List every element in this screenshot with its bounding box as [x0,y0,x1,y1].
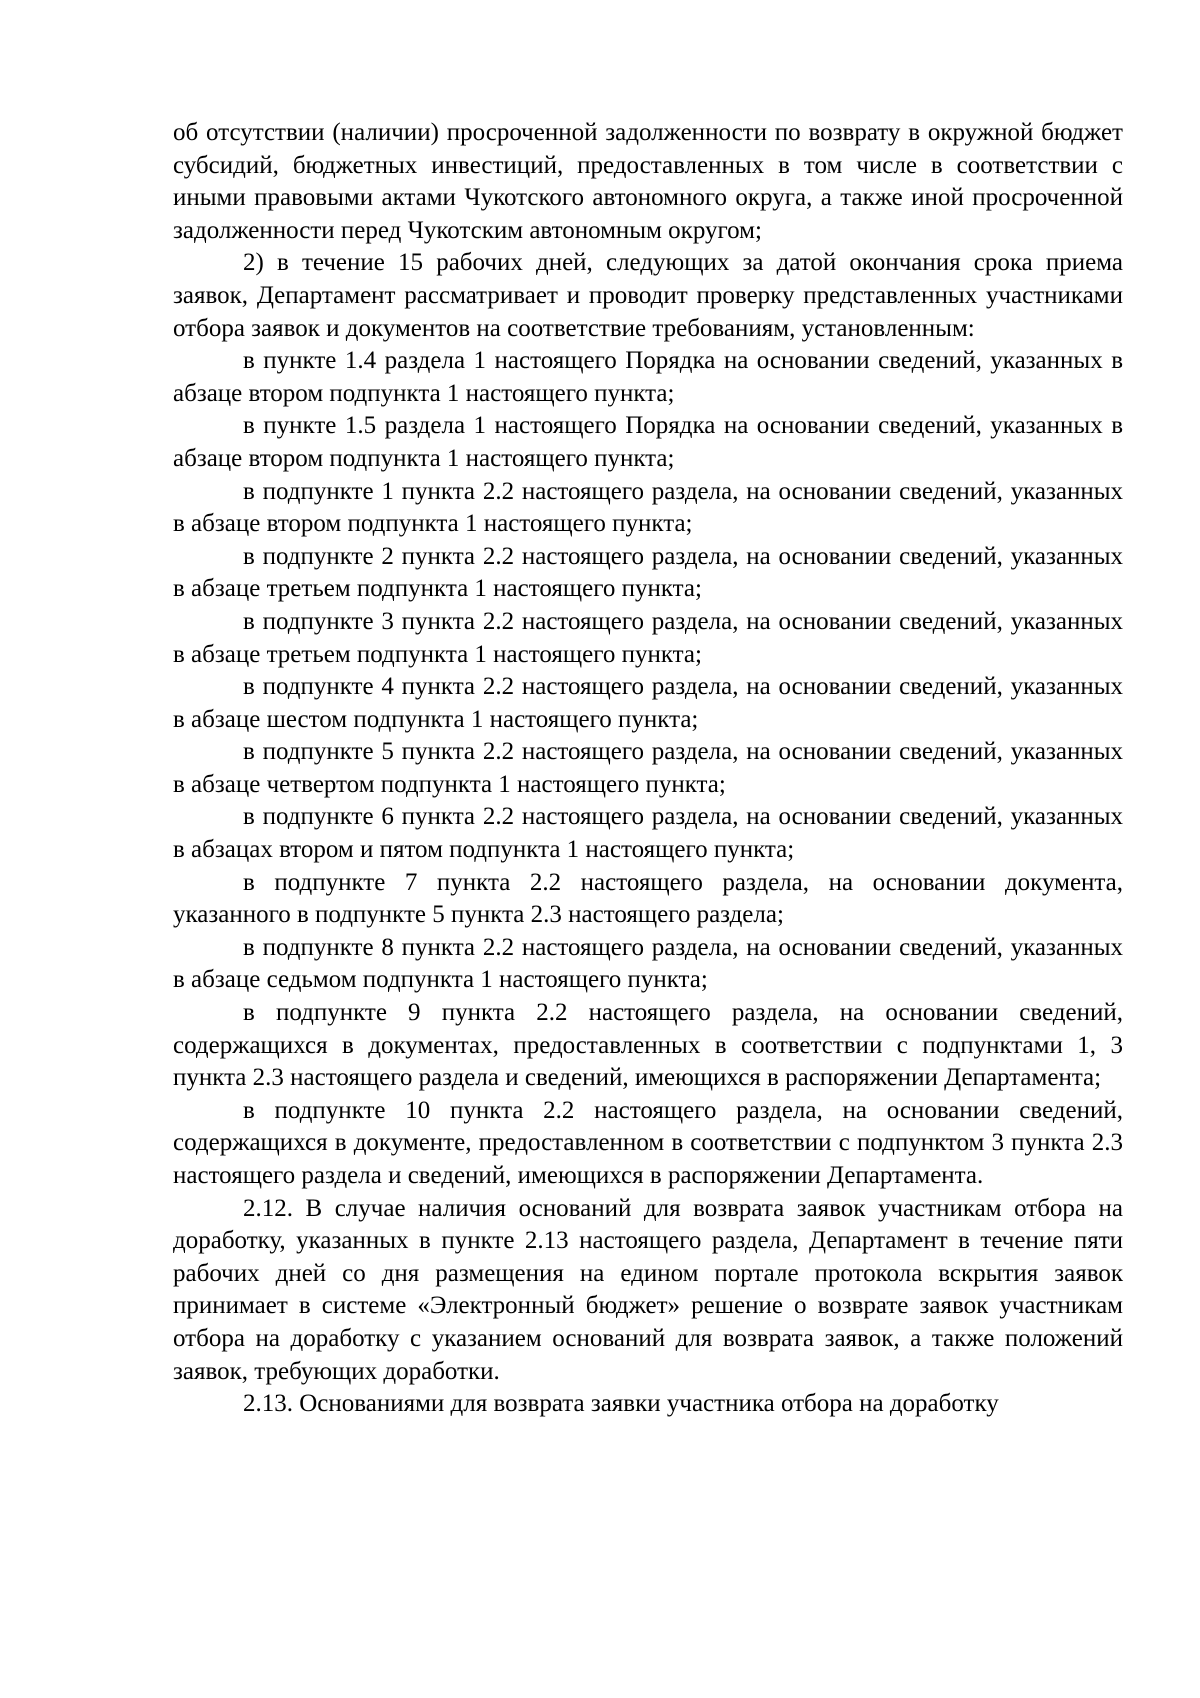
paragraph-6: в подпункте 2 пункта 2.2 настоящего раздела, на основании сведений, указанных в абзаце третьем подпункта 1 настоящего пункта; [173,542,1123,603]
paragraph-9: в подпункте 5 пункта 2.2 настоящего раздела, на основании сведений, указанных в абзаце четвертом подпункта 1 настоящего пункта; [173,738,1123,798]
document-page [173,117,1123,1421]
paragraph-11: в подпункте 7 пункта 2.2 настоящего раздела, на основании документа, указанного в подпункте 5 пункта 2.3 настоящего раздела; [173,868,1123,929]
paragraph-14: в подпункте 10 пункта 2.2 настоящего раздела, на основании сведений, содержащихся в документе, предоставленном в соответствии с подпунктом 3 пункта 2.3 настоящего раздела и сведений, имеющихся в распоряжении Департамента. [173,1096,1123,1189]
paragraph-10: в подпункте 6 пункта 2.2 настоящего раздела, на основании сведений, указанных в абзацах втором и пятом подпункта 1 настоящего пункта; [173,803,1123,864]
paragraph-16: 2.13. Основаниями для возврата заявки участника отбора на доработку [243,1390,999,1418]
paragraph-2: 2) в течение 15 рабочих дней, следующих за датой окончания срока приема заявок, Департамент рассматривает и проводит проверку представленных участниками отбора заявок и документов на соответствие требованиям, установленным: [173,249,1123,342]
paragraph-5: в подпункте 1 пункта 2.2 настоящего раздела, на основании сведений, указанных в абзаце втором подпункта 1 настоящего пункта; [173,477,1123,538]
paragraph-4: в пункте 1.5 раздела 1 настоящего Порядка на основании сведений, указанных в абзаце втором подпункта 1 настоящего пункта; [173,412,1123,472]
paragraph-8: в подпункте 4 пункта 2.2 настоящего раздела, на основании сведений, указанных в абзаце шестом подпункта 1 настоящего пункта; [173,673,1123,733]
paragraph-1: об отсутствии (наличии) просроченной задолженности по возврату в окружной бюджет субсидий, бюджетных инвестиций, предоставленных в том числе в соответствии с иными правовыми актами Чукотского автономного округа, а также иной просроченной задолженности перед Чукотским автономным округом; [173,119,1123,244]
paragraph-15: 2.12. В случае наличия оснований для возврата заявок участникам отбора на доработку, указанных в пункте 2.13 настоящего раздела, Департамент в течение пяти рабочих дней со дня размещения на едином портале протокола вскрытия заявок принимает в системе «Электронный бюджет» решение о возврате заявок участникам отбора на доработку с указанием оснований для возврата заявок, а также положений заявок, требующих доработки. [173,1194,1123,1385]
paragraph-13: в подпункте 9 пункта 2.2 настоящего раздела, на основании сведений, содержащихся в документах, предоставленных в соответствии с подпунктами 1, 3 пункта 2.3 настоящего раздела и сведений, имеющихся в распоряжении Департамента; [173,999,1123,1092]
paragraph-7: в подпункте 3 пункта 2.2 настоящего раздела, на основании сведений, указанных в абзаце третьем подпункта 1 настоящего пункта; [173,607,1123,668]
paragraph-12: в подпункте 8 пункта 2.2 настоящего раздела, на основании сведений, указанных в абзаце седьмом подпункта 1 настоящего пункта; [173,933,1123,994]
paragraph-3: в пункте 1.4 раздела 1 настоящего Порядка на основании сведений, указанных в абзаце втором подпункта 1 настоящего пункта; [173,347,1123,407]
